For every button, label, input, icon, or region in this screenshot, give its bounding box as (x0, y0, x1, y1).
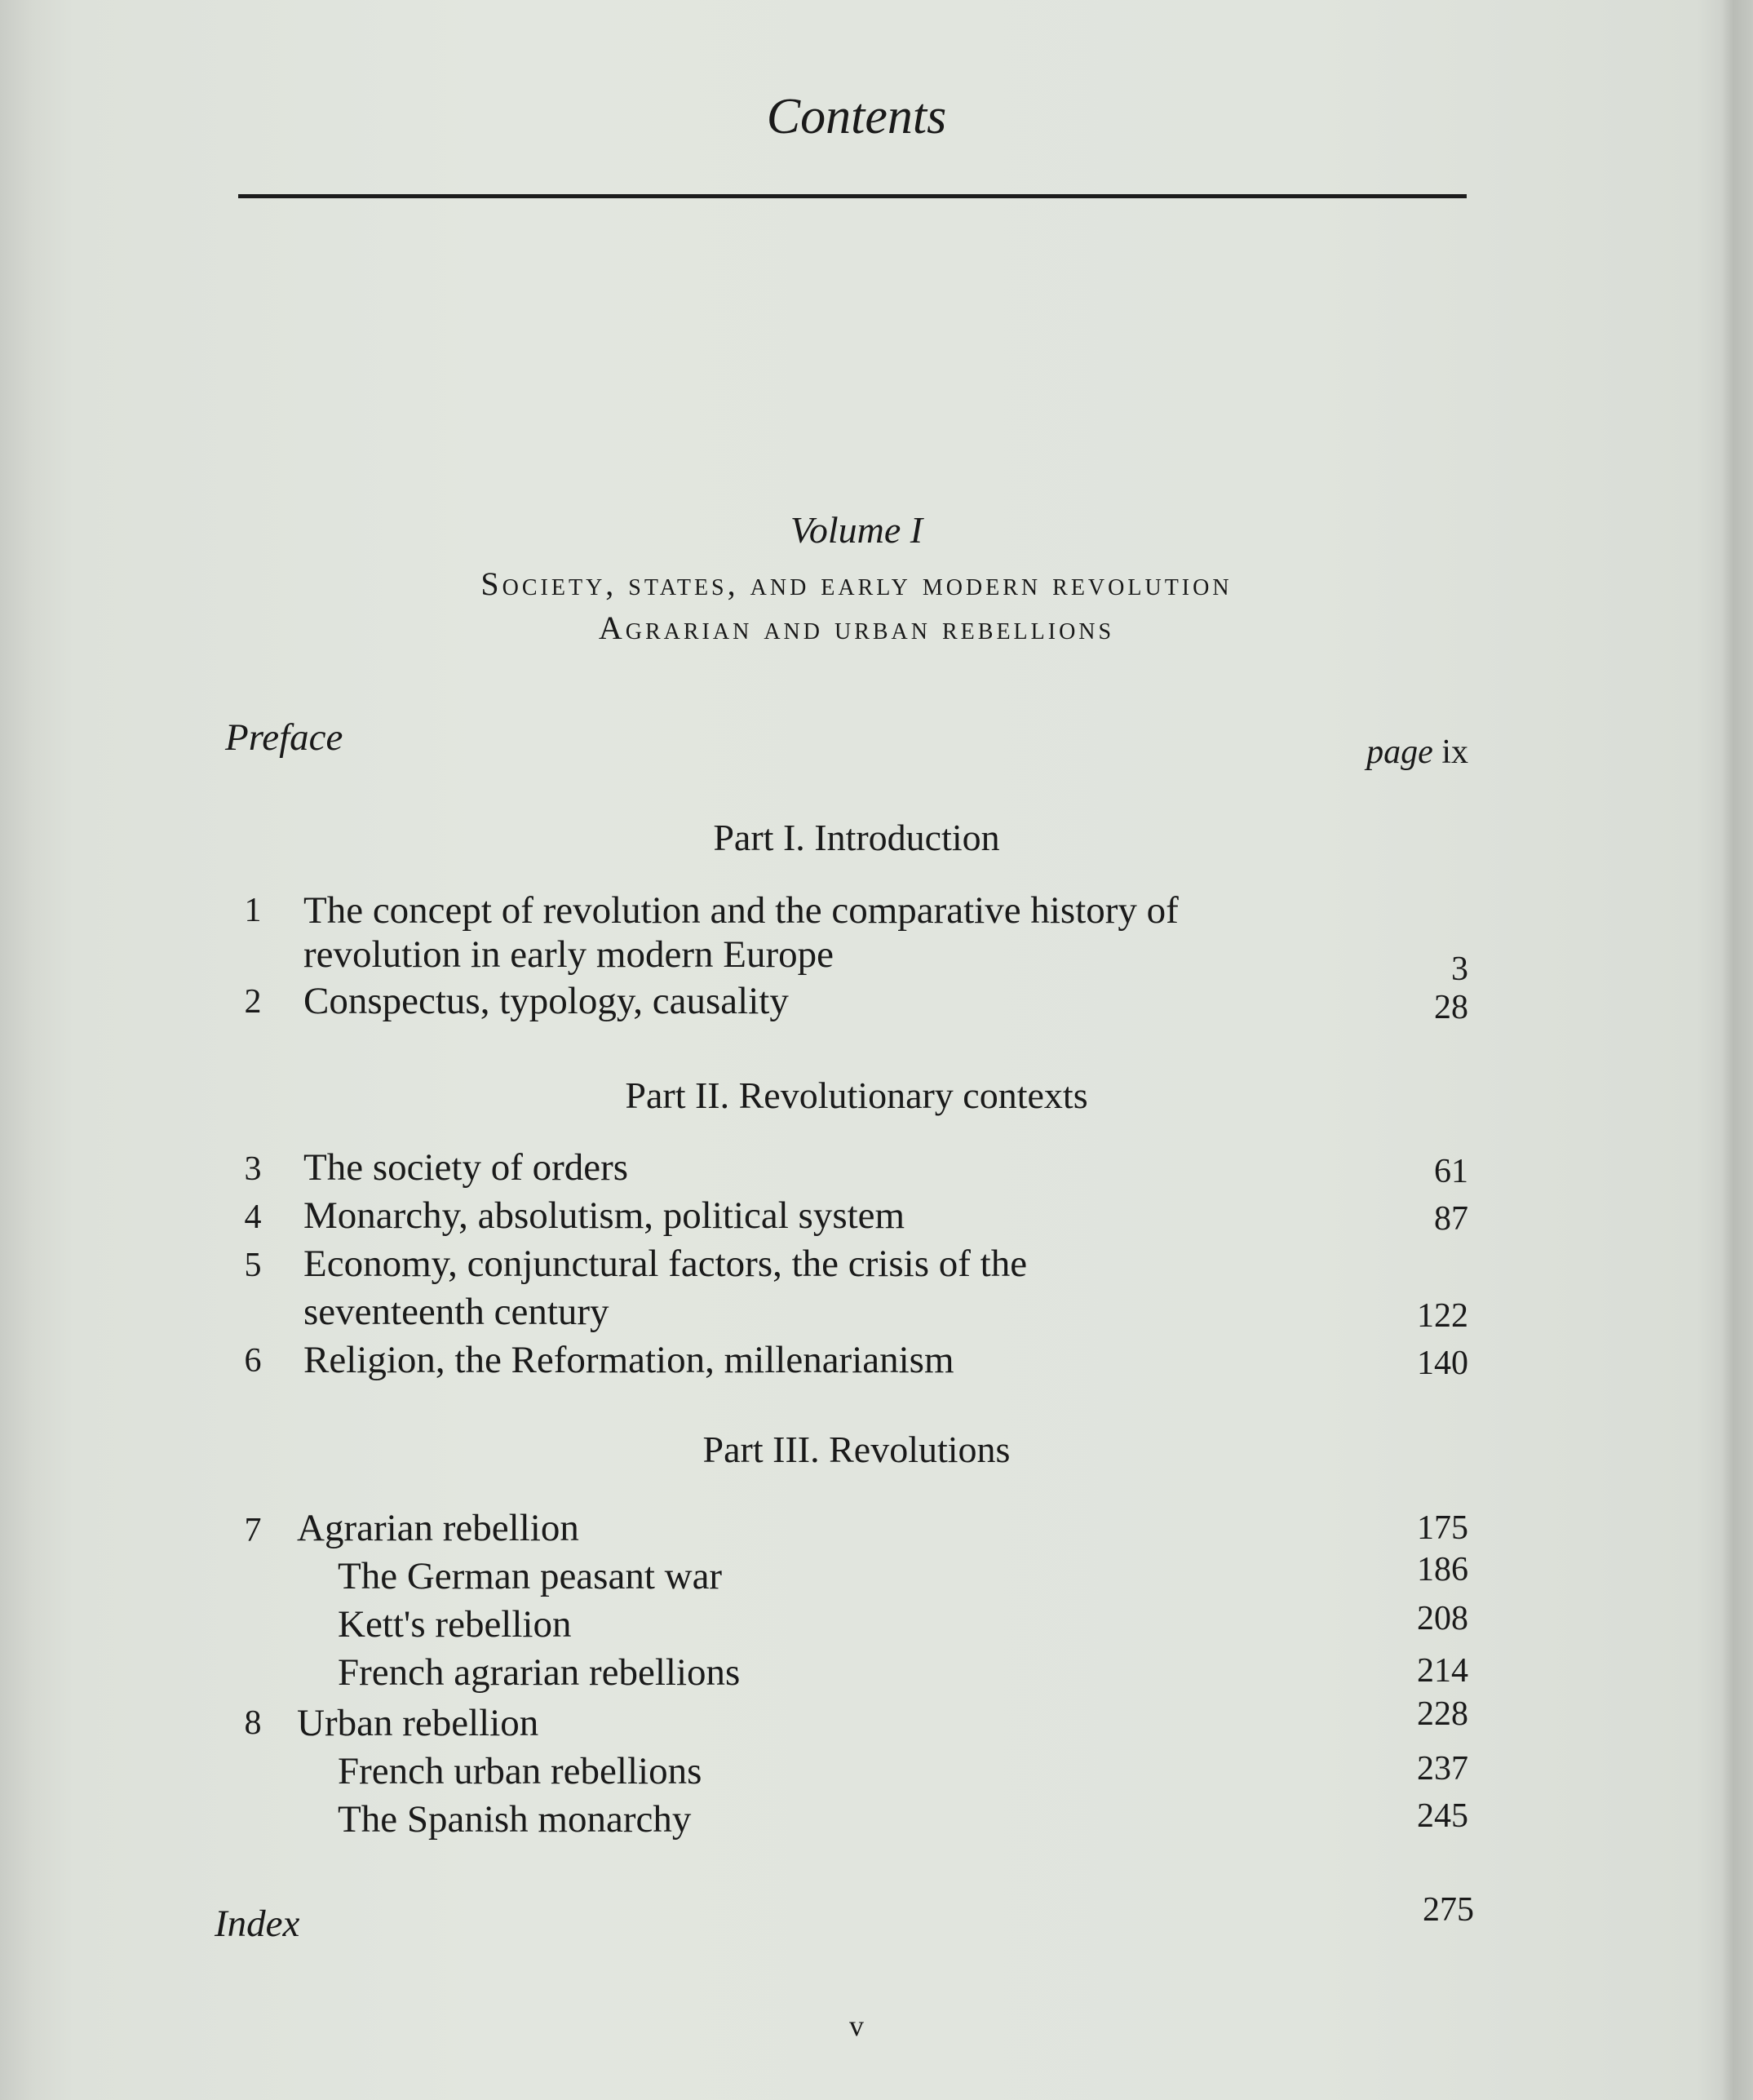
index-page: 275 (1423, 1891, 1474, 1929)
part-heading: Part II. Revolutionary contexts (625, 1074, 1088, 1116)
entry-number: 7 (244, 1512, 262, 1549)
index-label: Index (215, 1903, 300, 1945)
entry-page: 87 (1434, 1200, 1468, 1238)
entry-page: 140 (1417, 1345, 1468, 1382)
volume-heading: Volume I (790, 509, 923, 551)
entry-number: 5 (244, 1247, 262, 1284)
page-prefix: page (1366, 733, 1433, 771)
entry-number: 8 (244, 1704, 262, 1742)
entry-page: 28 (1434, 989, 1468, 1026)
entry-title: Conspectus, typology, causality (303, 980, 789, 1022)
entry-page: 237 (1417, 1750, 1468, 1788)
subentry-title: French urban rebellions (338, 1750, 702, 1792)
entry-page: 245 (1417, 1797, 1468, 1835)
entry-page: 122 (1417, 1297, 1468, 1335)
entry-title: The concept of revolution and the comparative history of (303, 889, 1179, 932)
volume-subtitle-1: Society, states, and early modern revolution (480, 565, 1233, 602)
entry-number: 6 (244, 1342, 262, 1380)
entry-number: 2 (244, 983, 262, 1021)
entry-title-cont: seventeenth century (303, 1291, 609, 1333)
entry-title: Monarchy, absolutism, political system (303, 1194, 905, 1237)
entry-title: Agrarian rebellion (297, 1507, 579, 1549)
subentry-title: French agrarian rebellions (338, 1651, 741, 1694)
preface-page-number: ix (1441, 733, 1468, 771)
preface-page (1366, 729, 1468, 775)
entry-number: 3 (244, 1150, 262, 1188)
subentry-title: Kett's rebellion (338, 1603, 572, 1646)
entry-page: 3 (1451, 950, 1468, 988)
entry-number: 4 (244, 1198, 262, 1236)
entry-page: 228 (1417, 1695, 1468, 1733)
entry-title: The society of orders (303, 1146, 629, 1189)
page-folio: v (849, 2009, 864, 2042)
entry-page: 61 (1434, 1153, 1468, 1190)
entry-page: 214 (1417, 1652, 1468, 1690)
entry-page: 175 (1417, 1509, 1468, 1547)
entry-page: 208 (1417, 1600, 1468, 1637)
entry-title-cont: revolution in early modern Europe (303, 933, 834, 976)
part-heading: Part III. Revolutions (702, 1429, 1011, 1470)
title-rule (238, 194, 1467, 198)
entry-title: Religion, the Reformation, millenarianism (303, 1339, 954, 1381)
entry-title: Urban rebellion (297, 1702, 539, 1744)
page-title: Contents (766, 89, 947, 144)
entry-number: 1 (244, 892, 262, 929)
part-heading: Part I. Introduction (713, 817, 1000, 858)
preface-label: Preface (225, 716, 343, 759)
entry-title: Economy, conjunctural factors, the crisis of the (303, 1243, 1028, 1285)
subentry-title: The Spanish monarchy (338, 1798, 692, 1841)
entry-page: 186 (1417, 1551, 1468, 1588)
volume-subtitle-2: Agrarian and urban rebellions (598, 609, 1115, 646)
subentry-title: The German peasant war (338, 1555, 723, 1597)
